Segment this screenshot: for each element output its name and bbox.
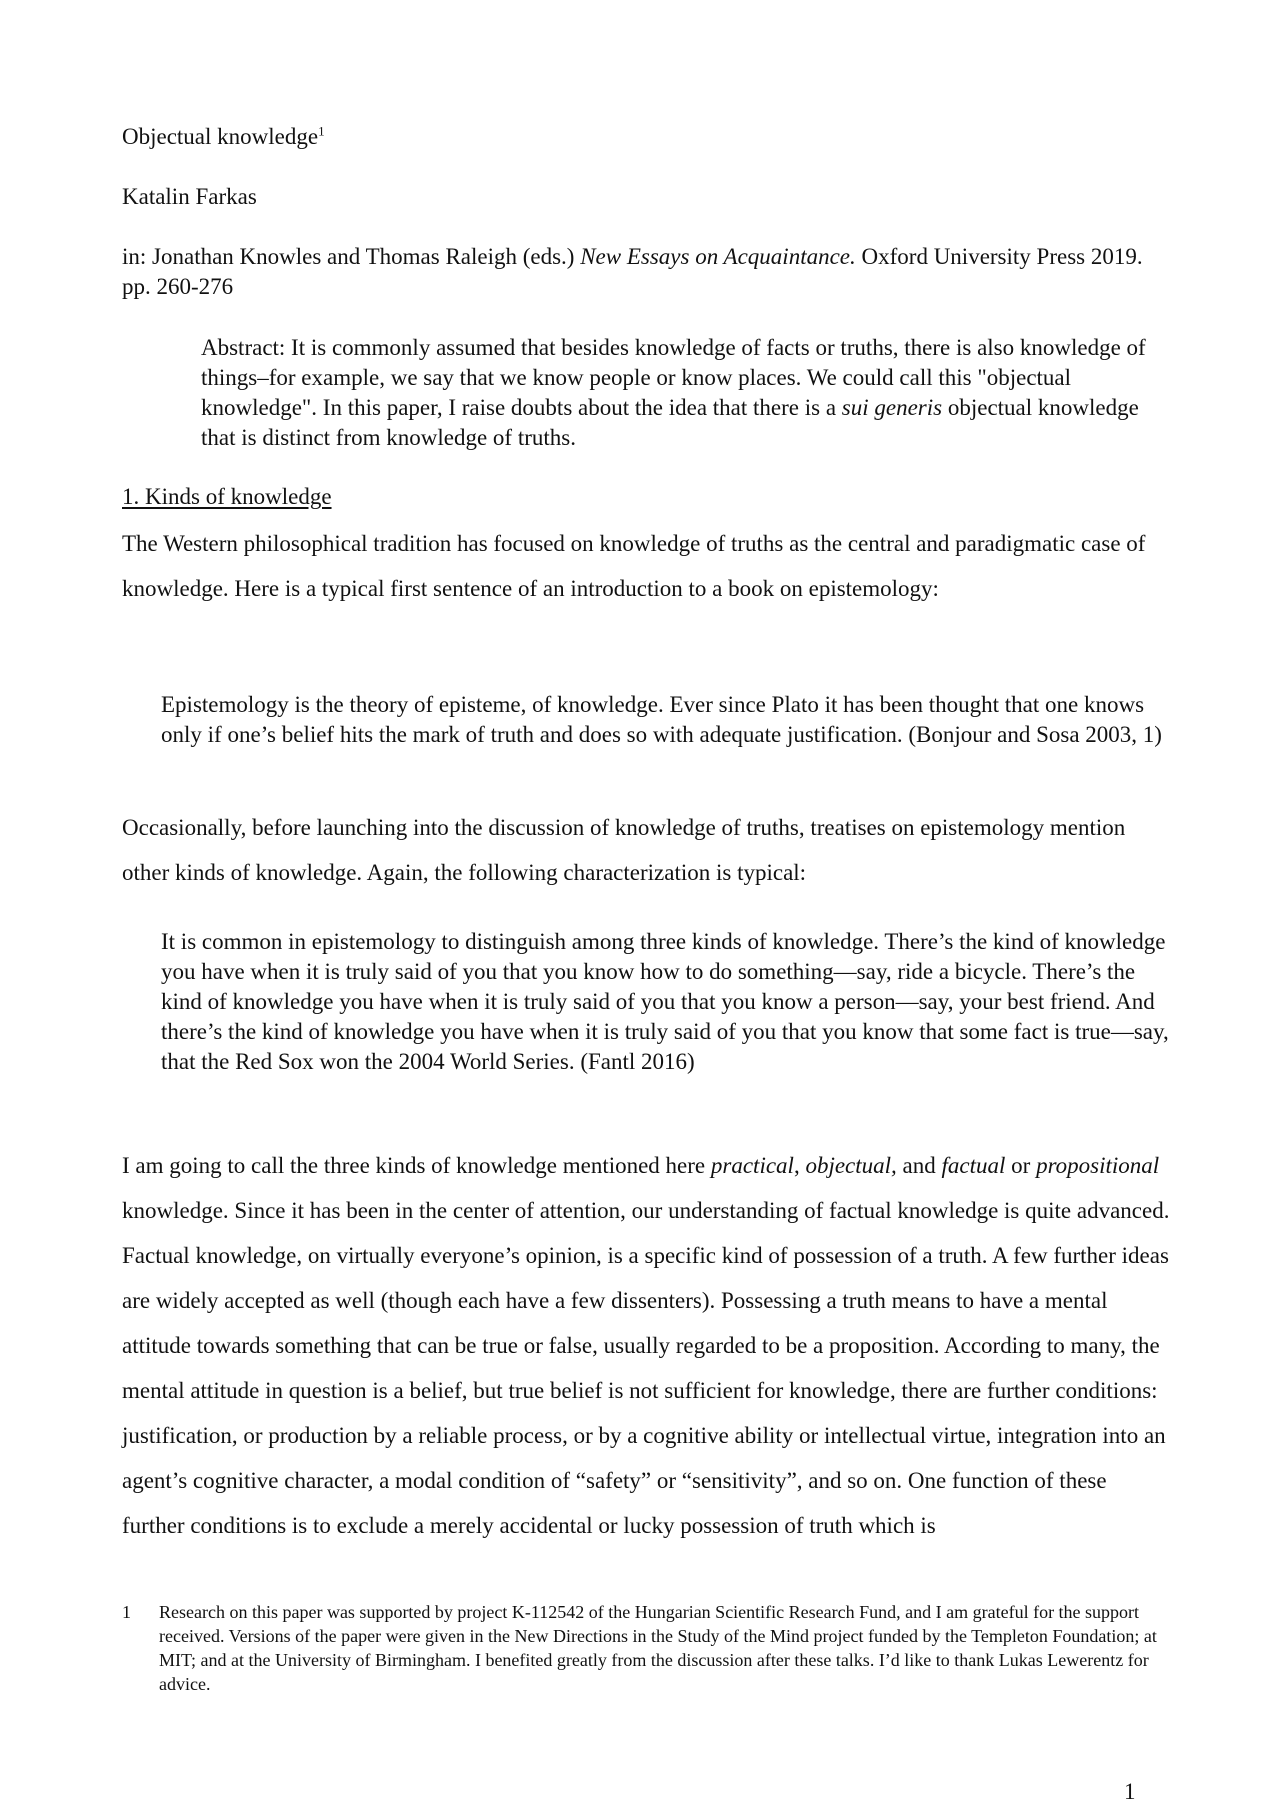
body-paragraph-1: The Western philosophical tradition has focused on knowledge of truths as the central and paradigmatic case of knowledge. Here is a typical first sentence of an introduction to a book on epistemology: xyxy=(122,531,1146,601)
citation-book-title: New Essays on Acquaintance. xyxy=(580,244,856,269)
citation-suffix: Oxford University Press 2019. pp. 260-276 xyxy=(122,244,1143,299)
footnote-text: Research on this paper was supported by project K-112542 of the Hungarian Scientific Research Fund, and I am grateful for the support received. Versions of the paper were given in the New Directions in the Study of the Mind project funded by the Templeton Foundation; at MIT; and at the University of Birmingham. I benefited greatly from the discussion after these talks. I’d like to thank Lukas Lewerentz for advice. xyxy=(159,1602,1157,1694)
paper-title xyxy=(122,122,325,152)
block-quote-2: It is common in epistemology to distinguish among three kinds of knowledge. There’s the kind of knowledge you have when it is truly said of you that you know how to do something—say, ride a bicycle. There’s the kind of knowledge you have when it is truly said of you that you know a person—say, your best friend. And there’s the kind of knowledge you have when it is truly said of you that you know that some fact is true—say, that the Red Sox won the 2004 World Series. (Fantl 2016) xyxy=(161,929,1169,1074)
citation-prefix: in: Jonathan Knowles and Thomas Raleigh (eds.) xyxy=(122,244,581,269)
abstract xyxy=(201,333,1161,453)
p3-text-2: , xyxy=(793,1153,806,1178)
abstract-italic: sui generis xyxy=(841,395,943,420)
p3-italic-objectual: objectual, xyxy=(805,1153,897,1178)
footnote-mark: 1 xyxy=(122,1602,131,1622)
abstract-text-1: Abstract: It is commonly assumed that besides knowledge of facts or truths, there is also knowledge of things–for example, we say that we know people or know places. We could call this "objectual knowledge". In this paper, I raise doubts about the idea that there is a xyxy=(201,335,1146,420)
p3-italic-propositional: propositional xyxy=(1036,1153,1160,1178)
block-quote-1: Epistemology is the theory of episteme, of knowledge. Ever since Plato it has been thought that one knows only if one’s belief hits the mark of truth and does so with adequate justification. (Bonjour and Sosa 2003, 1) xyxy=(161,692,1162,747)
p3-italic-practical: practical xyxy=(710,1153,794,1178)
body-paragraph-3 xyxy=(122,1143,1172,1548)
page-number: 1 xyxy=(1124,1779,1136,1804)
paper-title-text: Objectual knowledge xyxy=(122,124,319,149)
p3-italic-factual: factual xyxy=(941,1153,1006,1178)
p3-text-1: I am going to call the three kinds of knowledge mentioned here xyxy=(122,1153,711,1178)
author-name: Katalin Farkas xyxy=(122,184,257,209)
section-heading: 1. Kinds of knowledge xyxy=(122,484,332,509)
p3-text-3: and xyxy=(896,1153,942,1178)
p3-text-5: knowledge. Since it has been in the center of attention, our understanding of factual knowledge is quite advanced. Factual knowledge, on virtually everyone’s opinion, is a specific kind of possession of a truth. A few further ideas are widely accepted as well (though each have a few dissenters). Possessing a truth means to have a mental attitude towards something that can be true or false, usually regarded to be a proposition. According to many, the mental attitude in question is a belief, but true belief is not sufficient for knowledge, there are further conditions: justification, or production by a reliable process, or by a cognitive ability or intellectual virtue, integration into an agent’s cognitive character, a modal condition of “safety” or “sensitivity”, and so on. One function of these further conditions is to exclude a merely accidental or lucky possession of truth which is xyxy=(122,1198,1170,1538)
body-paragraph-2: Occasionally, before launching into the discussion of knowledge of truths, treatises on epistemology mention other kinds of knowledge. Again, the following characterization is typical: xyxy=(122,815,1126,885)
abstract-text-2: objectual knowledge that is distinct from knowledge of truths. xyxy=(201,395,1139,450)
citation xyxy=(122,242,1172,302)
footnote xyxy=(122,1600,1172,1696)
title-footnote-mark: 1 xyxy=(318,123,325,139)
p3-text-4: or xyxy=(1005,1153,1037,1178)
